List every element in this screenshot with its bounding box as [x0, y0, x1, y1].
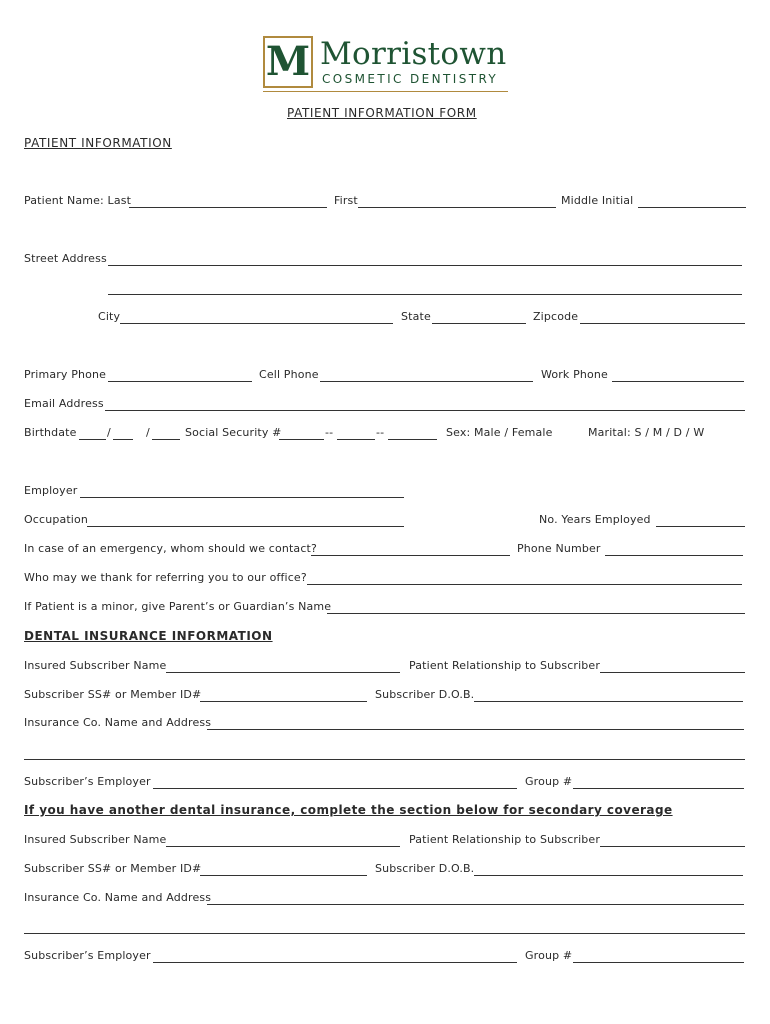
- occupation-field[interactable]: [87, 526, 404, 527]
- ssn-part-3-field[interactable]: [388, 439, 437, 440]
- logo-monogram-box: [263, 36, 313, 88]
- ssn-part-2-field[interactable]: [337, 439, 375, 440]
- ssn-separator-2: --: [376, 426, 385, 439]
- insurance-co-field[interactable]: [207, 729, 744, 730]
- logo-subtitle: COSMETIC DENTISTRY: [322, 72, 499, 86]
- guardian-label: If Patient is a minor, give Parent’s or Guardian’s Name: [24, 600, 332, 613]
- middle-initial-label: Middle Initial: [561, 194, 634, 207]
- guardian-field[interactable]: [327, 613, 745, 614]
- secondary-insured-subscriber-field[interactable]: [166, 846, 400, 847]
- last-name-label: Patient Name: Last: [24, 194, 132, 207]
- state-label: State: [401, 310, 431, 323]
- form-title: PATIENT INFORMATION FORM: [287, 106, 477, 120]
- logo-monogram: M: [265, 38, 311, 85]
- secondary-insurance-co-label: Insurance Co. Name and Address: [24, 891, 212, 904]
- cell-phone-field[interactable]: [320, 381, 533, 382]
- first-name-field[interactable]: [358, 207, 556, 208]
- city-field[interactable]: [120, 323, 393, 324]
- birth-separator-1: /: [107, 426, 111, 439]
- logo-rule: [263, 91, 508, 92]
- subscriber-dob-field[interactable]: [474, 701, 743, 702]
- secondary-subscriber-employer-field[interactable]: [153, 962, 517, 963]
- secondary-member-id-label: Subscriber SS# or Member ID#: [24, 862, 202, 875]
- primary-phone-field[interactable]: [108, 381, 252, 382]
- ssn-separator-1: --: [325, 426, 334, 439]
- street-address-label: Street Address: [24, 252, 107, 265]
- insured-subscriber-label: Insured Subscriber Name: [24, 659, 167, 672]
- insured-subscriber-field[interactable]: [166, 672, 400, 673]
- member-id-field[interactable]: [200, 701, 367, 702]
- work-phone-label: Work Phone: [541, 368, 608, 381]
- employer-label: Employer: [24, 484, 78, 497]
- first-name-label: First: [334, 194, 358, 207]
- logo-name: Morristown: [320, 36, 507, 72]
- referral-field[interactable]: [307, 584, 742, 585]
- emergency-phone-field[interactable]: [605, 555, 743, 556]
- insurance-section-heading: DENTAL INSURANCE INFORMATION: [24, 629, 273, 643]
- ssn-part-1-field[interactable]: [279, 439, 324, 440]
- work-phone-field[interactable]: [612, 381, 744, 382]
- birth-separator-2: /: [146, 426, 150, 439]
- group-label: Group #: [525, 775, 573, 788]
- subscriber-dob-label: Subscriber D.O.B.: [375, 688, 475, 701]
- secondary-subscriber-employer-label: Subscriber’s Employer: [24, 949, 151, 962]
- employer-field[interactable]: [80, 497, 404, 498]
- city-label: City: [98, 310, 121, 323]
- emergency-contact-field[interactable]: [311, 555, 510, 556]
- secondary-member-id-field[interactable]: [200, 875, 367, 876]
- last-name-field[interactable]: [129, 207, 327, 208]
- email-field[interactable]: [105, 410, 745, 411]
- patient-section-heading: PATIENT INFORMATION: [24, 136, 172, 150]
- relationship-label: Patient Relationship to Subscriber: [409, 659, 601, 672]
- birth-year-field[interactable]: [152, 439, 180, 440]
- secondary-subscriber-dob-label: Subscriber D.O.B.: [375, 862, 475, 875]
- member-id-label: Subscriber SS# or Member ID#: [24, 688, 202, 701]
- birth-month-field[interactable]: [79, 439, 106, 440]
- marital-options[interactable]: Marital: S / M / D / W: [588, 426, 705, 439]
- birthdate-label: Birthdate: [24, 426, 77, 439]
- secondary-group-label: Group #: [525, 949, 573, 962]
- subscriber-employer-label: Subscriber’s Employer: [24, 775, 151, 788]
- zipcode-label: Zipcode: [533, 310, 579, 323]
- street-address-field-2[interactable]: [108, 294, 742, 295]
- relationship-field[interactable]: [600, 672, 745, 673]
- primary-phone-label: Primary Phone: [24, 368, 107, 381]
- secondary-relationship-label: Patient Relationship to Subscriber: [409, 833, 601, 846]
- years-employed-label: No. Years Employed: [539, 513, 651, 526]
- sex-options[interactable]: Sex: Male / Female: [446, 426, 553, 439]
- emergency-contact-label: In case of an emergency, whom should we contact?: [24, 542, 317, 555]
- zipcode-field[interactable]: [580, 323, 745, 324]
- secondary-group-field[interactable]: [573, 962, 744, 963]
- secondary-insured-subscriber-label: Insured Subscriber Name: [24, 833, 167, 846]
- secondary-insurance-co-field-2[interactable]: [24, 933, 745, 934]
- secondary-relationship-field[interactable]: [600, 846, 745, 847]
- insurance-co-field-2[interactable]: [24, 759, 745, 760]
- group-field[interactable]: [573, 788, 744, 789]
- ssn-label: Social Security #: [185, 426, 282, 439]
- birth-day-field[interactable]: [113, 439, 133, 440]
- subscriber-employer-field[interactable]: [153, 788, 517, 789]
- secondary-insurance-co-field[interactable]: [207, 904, 744, 905]
- years-employed-field[interactable]: [656, 526, 745, 527]
- email-label: Email Address: [24, 397, 104, 410]
- emergency-phone-label: Phone Number: [517, 542, 601, 555]
- secondary-subscriber-dob-field[interactable]: [474, 875, 743, 876]
- insurance-co-label: Insurance Co. Name and Address: [24, 716, 212, 729]
- street-address-field[interactable]: [108, 265, 742, 266]
- state-field[interactable]: [432, 323, 526, 324]
- middle-initial-field[interactable]: [638, 207, 746, 208]
- occupation-label: Occupation: [24, 513, 89, 526]
- secondary-section-heading: If you have another dental insurance, complete the section below for secondary coverage: [24, 803, 673, 817]
- referral-label: Who may we thank for referring you to our office?: [24, 571, 307, 584]
- cell-phone-label: Cell Phone: [259, 368, 319, 381]
